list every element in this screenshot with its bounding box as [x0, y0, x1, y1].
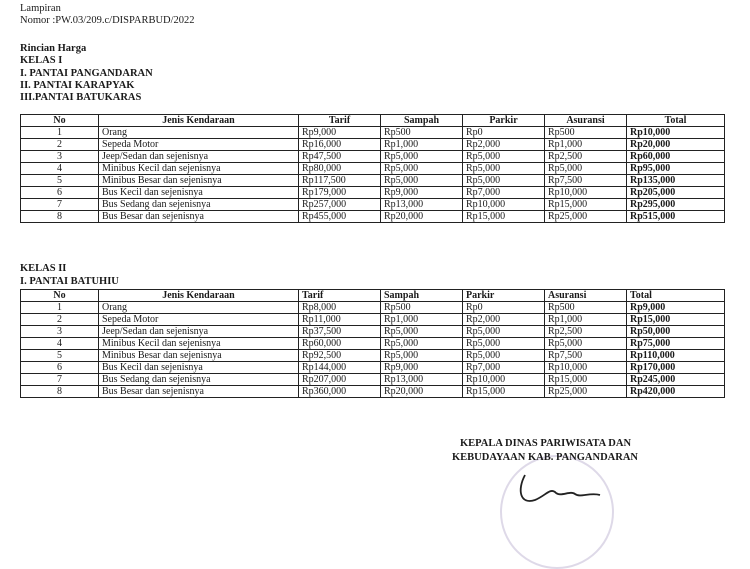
cell-total: Rp60,000 — [627, 151, 725, 163]
kelas2-title: KELAS II — [20, 263, 67, 274]
cell-total: Rp110,000 — [627, 350, 725, 362]
cell-parkir: Rp15,000 — [463, 211, 545, 223]
cell-asuransi: Rp500 — [545, 127, 627, 139]
cell-parkir: Rp0 — [463, 302, 545, 314]
cell-parkir: Rp10,000 — [463, 199, 545, 211]
cell-tarif: Rp16,000 — [299, 139, 381, 151]
cell-sampah: Rp5,000 — [381, 175, 463, 187]
column-header-total: Total — [627, 115, 725, 127]
cell-jenis-kendaraan: Bus Kecil dan sejenisnya — [99, 362, 299, 374]
cell-asuransi: Rp5,000 — [545, 163, 627, 175]
cell-no: 7 — [21, 374, 99, 386]
cell-sampah: Rp5,000 — [381, 163, 463, 175]
cell-no: 4 — [21, 338, 99, 350]
cell-parkir: Rp10,000 — [463, 374, 545, 386]
cell-total: Rp170,000 — [627, 362, 725, 374]
kelas1-beach-3: III.PANTAI BATUKARAS — [20, 92, 142, 103]
cell-no: 3 — [21, 151, 99, 163]
table-row — [21, 211, 725, 223]
cell-sampah: Rp500 — [381, 127, 463, 139]
table-row — [21, 338, 725, 350]
cell-asuransi: Rp5,000 — [545, 338, 627, 350]
cell-parkir: Rp5,000 — [463, 338, 545, 350]
cell-tarif: Rp360,000 — [299, 386, 381, 398]
table-row — [21, 350, 725, 362]
cell-jenis-kendaraan: Jeep/Sedan dan sejenisnya — [99, 326, 299, 338]
cell-jenis-kendaraan: Orang — [99, 302, 299, 314]
cell-asuransi: Rp25,000 — [545, 211, 627, 223]
cell-tarif: Rp455,000 — [299, 211, 381, 223]
cell-jenis-kendaraan: Minibus Besar dan sejenisnya — [99, 175, 299, 187]
cell-sampah: Rp9,000 — [381, 187, 463, 199]
table-row — [21, 326, 725, 338]
cell-tarif: Rp257,000 — [299, 199, 381, 211]
cell-tarif: Rp207,000 — [299, 374, 381, 386]
column-header-parkir: Parkir — [463, 115, 545, 127]
cell-tarif: Rp80,000 — [299, 163, 381, 175]
cell-jenis-kendaraan: Sepeda Motor — [99, 139, 299, 151]
table-row — [21, 386, 725, 398]
column-header-parkir: Parkir — [463, 290, 545, 302]
table-row — [21, 139, 725, 151]
cell-jenis-kendaraan: Bus Sedang dan sejenisnya — [99, 374, 299, 386]
column-header-total: Total — [627, 290, 725, 302]
cell-asuransi: Rp10,000 — [545, 362, 627, 374]
column-header-sampah: Sampah — [381, 290, 463, 302]
table-row — [21, 163, 725, 175]
cell-jenis-kendaraan: Sepeda Motor — [99, 314, 299, 326]
column-header-jenis-kendaraan: Jenis Kendaraan — [99, 115, 299, 127]
cell-tarif: Rp8,000 — [299, 302, 381, 314]
cell-asuransi: Rp2,500 — [545, 326, 627, 338]
cell-parkir: Rp0 — [463, 127, 545, 139]
cell-parkir: Rp7,000 — [463, 362, 545, 374]
table-row — [21, 199, 725, 211]
cell-parkir: Rp7,000 — [463, 187, 545, 199]
cell-total: Rp295,000 — [627, 199, 725, 211]
cell-total: Rp50,000 — [627, 326, 725, 338]
cell-jenis-kendaraan: Bus Kecil dan sejenisnya — [99, 187, 299, 199]
cell-jenis-kendaraan: Minibus Kecil dan sejenisnya — [99, 163, 299, 175]
cell-no: 1 — [21, 302, 99, 314]
cell-total: Rp135,000 — [627, 175, 725, 187]
cell-sampah: Rp13,000 — [381, 374, 463, 386]
column-header-asuransi: Asuransi — [545, 115, 627, 127]
cell-total: Rp95,000 — [627, 163, 725, 175]
cell-asuransi: Rp10,000 — [545, 187, 627, 199]
cell-tarif: Rp144,000 — [299, 362, 381, 374]
cell-no: 2 — [21, 314, 99, 326]
cell-total: Rp10,000 — [627, 127, 725, 139]
table-row — [21, 314, 725, 326]
cell-no: 2 — [21, 139, 99, 151]
column-header-sampah: Sampah — [381, 115, 463, 127]
cell-no: 8 — [21, 211, 99, 223]
cell-no: 7 — [21, 199, 99, 211]
cell-asuransi: Rp1,000 — [545, 314, 627, 326]
cell-no: 6 — [21, 362, 99, 374]
cell-jenis-kendaraan: Bus Sedang dan sejenisnya — [99, 199, 299, 211]
cell-asuransi: Rp7,500 — [545, 350, 627, 362]
kelas2-price-table — [20, 289, 725, 398]
kelas1-price-table — [20, 114, 725, 223]
cell-asuransi: Rp1,000 — [545, 139, 627, 151]
cell-sampah: Rp1,000 — [381, 314, 463, 326]
cell-no: 8 — [21, 386, 99, 398]
column-header-jenis-kendaraan: Jenis Kendaraan — [99, 290, 299, 302]
document-number: Nomor :PW.03/209.c/DISPARBUD/2022 — [20, 15, 195, 26]
cell-tarif: Rp37,500 — [299, 326, 381, 338]
cell-parkir: Rp5,000 — [463, 175, 545, 187]
cell-total: Rp515,000 — [627, 211, 725, 223]
kelas1-title: KELAS I — [20, 55, 63, 66]
signature-title-line1: KEPALA DINAS PARIWISATA DAN — [460, 438, 632, 449]
cell-total: Rp15,000 — [627, 314, 725, 326]
cell-parkir: Rp5,000 — [463, 151, 545, 163]
cell-jenis-kendaraan: Orang — [99, 127, 299, 139]
cell-asuransi: Rp15,000 — [545, 374, 627, 386]
cell-asuransi: Rp7,500 — [545, 175, 627, 187]
table-row — [21, 362, 725, 374]
cell-asuransi: Rp25,000 — [545, 386, 627, 398]
cell-parkir: Rp5,000 — [463, 326, 545, 338]
column-header-no: No — [21, 115, 99, 127]
cell-no: 5 — [21, 175, 99, 187]
kelas1-beach-2: II. PANTAI KARAPYAK — [20, 80, 135, 91]
table-row — [21, 127, 725, 139]
cell-total: Rp9,000 — [627, 302, 725, 314]
table-header-row — [21, 290, 725, 302]
table-row — [21, 187, 725, 199]
cell-tarif: Rp117,500 — [299, 175, 381, 187]
column-header-no: No — [21, 290, 99, 302]
cell-asuransi: Rp15,000 — [545, 199, 627, 211]
kelas1-beach-1: I. PANTAI PANGANDARAN — [20, 68, 153, 79]
cell-jenis-kendaraan: Bus Besar dan sejenisnya — [99, 386, 299, 398]
cell-sampah: Rp5,000 — [381, 350, 463, 362]
kelas2-beach-1: I. PANTAI BATUHIU — [20, 276, 119, 287]
cell-parkir: Rp5,000 — [463, 350, 545, 362]
cell-no: 4 — [21, 163, 99, 175]
column-header-tarif: Tarif — [299, 290, 381, 302]
cell-asuransi: Rp500 — [545, 302, 627, 314]
cell-sampah: Rp5,000 — [381, 338, 463, 350]
cell-sampah: Rp5,000 — [381, 326, 463, 338]
cell-tarif: Rp179,000 — [299, 187, 381, 199]
cell-asuransi: Rp2,500 — [545, 151, 627, 163]
cell-sampah: Rp5,000 — [381, 151, 463, 163]
cell-parkir: Rp15,000 — [463, 386, 545, 398]
cell-total: Rp245,000 — [627, 374, 725, 386]
cell-jenis-kendaraan: Jeep/Sedan dan sejenisnya — [99, 151, 299, 163]
cell-tarif: Rp60,000 — [299, 338, 381, 350]
cell-sampah: Rp1,000 — [381, 139, 463, 151]
section-title: Rincian Harga — [20, 43, 87, 54]
cell-no: 3 — [21, 326, 99, 338]
cell-parkir: Rp2,000 — [463, 314, 545, 326]
cell-total: Rp20,000 — [627, 139, 725, 151]
signature-title-line2: KEBUDAYAAN KAB. PANGANDARAN — [452, 452, 639, 463]
cell-total: Rp75,000 — [627, 338, 725, 350]
cell-sampah: Rp20,000 — [381, 386, 463, 398]
signature-icon — [515, 470, 605, 507]
cell-tarif: Rp9,000 — [299, 127, 381, 139]
column-header-asuransi: Asuransi — [545, 290, 627, 302]
cell-no: 5 — [21, 350, 99, 362]
cell-parkir: Rp2,000 — [463, 139, 545, 151]
table-row — [21, 374, 725, 386]
lampiran-label: Lampiran — [20, 3, 61, 14]
cell-sampah: Rp20,000 — [381, 211, 463, 223]
cell-total: Rp420,000 — [627, 386, 725, 398]
cell-sampah: Rp13,000 — [381, 199, 463, 211]
column-header-tarif: Tarif — [299, 115, 381, 127]
table-row — [21, 175, 725, 187]
cell-tarif: Rp92,500 — [299, 350, 381, 362]
cell-sampah: Rp500 — [381, 302, 463, 314]
cell-no: 6 — [21, 187, 99, 199]
cell-jenis-kendaraan: Minibus Besar dan sejenisnya — [99, 350, 299, 362]
cell-tarif: Rp47,500 — [299, 151, 381, 163]
cell-no: 1 — [21, 127, 99, 139]
cell-parkir: Rp5,000 — [463, 163, 545, 175]
cell-total: Rp205,000 — [627, 187, 725, 199]
table-row — [21, 151, 725, 163]
cell-jenis-kendaraan: Bus Besar dan sejenisnya — [99, 211, 299, 223]
cell-jenis-kendaraan: Minibus Kecil dan sejenisnya — [99, 338, 299, 350]
table-row — [21, 302, 725, 314]
cell-sampah: Rp9,000 — [381, 362, 463, 374]
table-header-row — [21, 115, 725, 127]
cell-tarif: Rp11,000 — [299, 314, 381, 326]
